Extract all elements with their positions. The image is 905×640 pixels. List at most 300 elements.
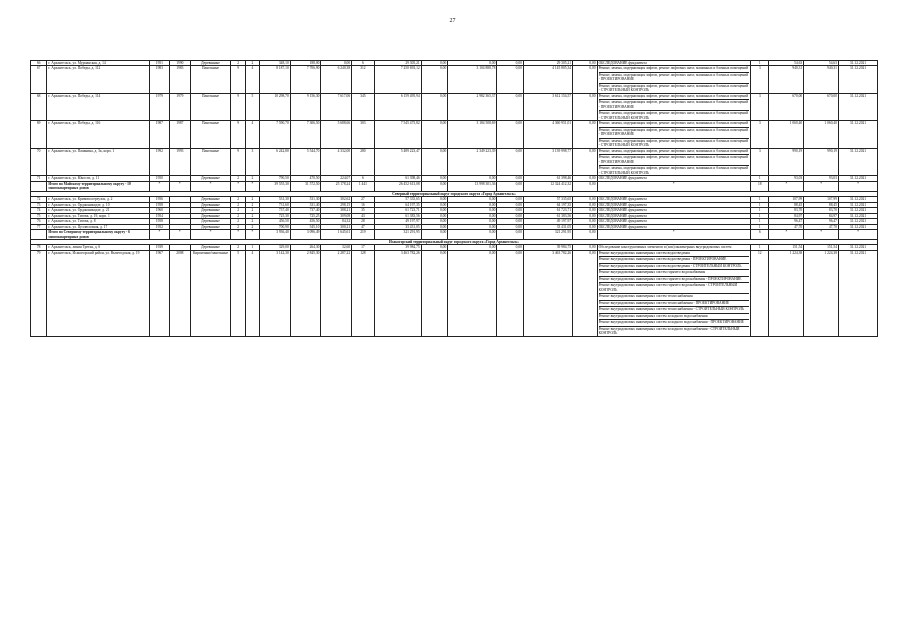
cell-total: 61 398,46 [374,176,421,181]
work-item: Ремонт внутридомовых инженерных систем теплоснабжения - СТРОИТЕЛЬНЫЙ КОНТРОЛЬ [599,307,749,313]
cell-date: 31.12.2021 [838,93,877,120]
cell-f3: 0,00 [497,202,524,207]
cell-addr: г. Архангельск, ул. Победы, д. 114 [47,93,149,120]
cell-spec: 0,00 [573,181,598,191]
cell-a1: 8 187,10 [260,66,291,93]
work-item: ОБСЛЕДОВАНИЕ фундамента [598,197,647,202]
cell-addr: г. Архангельск, ул. Кривова переулок, д. 2 [47,197,149,202]
cell-fl: 9 [231,121,245,148]
cell-f2: 3 104 888,78 [448,66,497,93]
cell-f1: 0,00 [421,93,448,120]
cell-f4: 3 612 154,57 [523,93,572,120]
cell-date: 31.12.2021 [838,208,877,213]
cell-mat: Кирпичные/панельные [190,250,231,336]
cell-y1: 1967 [149,250,169,336]
cell-fl: 2 [231,61,245,66]
cell-mat: Панельные [190,93,231,120]
cell-p1: 940,31 [769,66,804,93]
cell-no: 69 [31,121,47,148]
cell-date: 31.12.2021 [838,121,877,148]
cell-a3: 4 332,00 [321,148,352,175]
cell-spec: 0,00 [573,245,598,250]
work-item: Ремонт внутридомовых инженерных систем водоотведения - СТРОИТЕЛЬНЫЙ КОНТРОЛЬ [599,264,749,270]
cell-total: 5 489 223,47 [374,148,421,175]
cell-y1: 1958 [149,202,169,207]
cell-works [597,66,750,93]
cell-ent: 2 [245,219,259,224]
cell-total: 64 197,35 [374,202,421,207]
cell-a1: 6 242,80 [260,148,291,175]
cell-res: 47 [352,224,375,229]
cell-ent: 2 [245,197,259,202]
cell-y2: 2008 [170,250,190,336]
cell-a2: 3 096,49 [290,230,321,240]
cell-f1: 0,00 [421,202,448,207]
cell-f4: 61 383,56 [523,213,572,218]
cell-addr: г. Архангельск, ул. Мурманская, д. 14 [47,61,149,66]
work-item: Ремонт, замена, модернизация лифтов, ремонт лифтовых шахт, машинных и блочных помещений [599,149,749,155]
cell-f2: 0,00 [448,213,497,218]
cell-mat: Панельные [190,148,231,175]
cell-addr: г. Архангельск, ул. Папанина, д. 3к, корп. 1 [47,148,149,175]
cell-cnt: 18 [751,181,769,191]
cell-y1: 1956 [149,197,169,202]
cell-fl: 2 [231,202,245,207]
cell-works [597,93,750,120]
cell-mat: Деревянные [190,197,231,202]
star-cell: * [231,230,245,240]
cell-a3: 6 240,38 [321,66,352,93]
cell-res: 303 [352,121,375,148]
cell-a1: 3 936,40 [260,230,291,240]
star-cell: * [245,181,259,191]
work-item: Ремонт внутридомовых инженерных систем холодного водоснабжения - ПРОЕКТИРОВАНИЕ [599,320,749,326]
work-item: Ремонт, замена, модернизация лифтов, ремонт лифтовых шахт, машинных и блочных помещений - СТРОИТЕЛЬНЫЙ КОНТРОЛЬ [598,111,748,120]
cell-f3: 0,00 [497,93,524,120]
cell-a3: 224,07 [321,176,352,181]
cell-res: 27 [352,197,375,202]
cell-spec: 0,00 [573,61,598,66]
cell-f2: 13 998 301,36 [448,181,497,191]
cell-spec: 0,00 [573,197,598,202]
cell-f3: 0,00 [497,230,524,240]
cell-y2: 1987 [170,121,190,148]
cell-mat: Деревянные [190,176,231,181]
cell-p2: 670,00 [804,93,839,120]
cell-p1: 84,97 [769,213,804,218]
cell-res: 6 [352,176,375,181]
cell-f4: 57 335,65 [523,197,572,202]
cell-a3: 298,15 [321,202,352,207]
cell-total: 39 984,75 [374,245,421,250]
cell-p1: 1 224,38 [769,250,804,336]
cell-ent: 2 [245,202,259,207]
cell-a2: 7 306,50 [290,121,321,148]
cell-spec: 0,00 [573,148,598,175]
cell-res: 312 [352,66,375,93]
cell-fl: 9 [231,66,245,93]
cell-ent: 4 [245,121,259,148]
work-item: Ремонт, замена, модернизация лифтов, ремонт лифтовых шахт, машинных и блочных помещений [599,121,749,127]
cell-date: 31.12.2021 [838,66,877,93]
cell-no: 67 [31,66,47,93]
cell-ent: 5 [245,93,259,120]
cell-fl: 9 [231,93,245,120]
cell-ent: 2 [245,176,259,181]
section-title: Северный территориальный округ городского округа «Город Архангельск» [31,191,878,196]
cell-date: 31.12.2021 [838,213,877,218]
cell-a2: 7 706,90 [290,66,321,93]
cell-a1: 329,00 [260,245,291,250]
subtotal-label: Итого по Майскому территориальному округу - 10 многоквартирных домов [47,181,149,191]
cell-no: 76 [31,219,47,224]
cell-f3: 0,00 [497,148,524,175]
cell-mat: Деревянные [190,202,231,207]
cell-ent: 2 [245,61,259,66]
star-cell: * [769,230,804,240]
cell-a2: 725,25 [290,213,321,218]
work-item: Ремонт внутридомовых инженерных систем водоотведения [599,251,749,257]
cell-addr: г. Архангельск, ул. Победы, д. 116 [47,121,149,148]
cell-a2: 188,00 [290,61,321,66]
cell-y1: 1950 [149,176,169,181]
cell-addr: г. Архангельск, ул. Орджоникидзе, д. 21 [47,208,149,213]
cell-f2: 0,00 [448,197,497,202]
cell-spec: 0,00 [573,230,598,240]
cell-a1: 531,30 [260,197,291,202]
cell-cnt: 1 [751,197,769,202]
cell-res: 1 441 [352,181,375,191]
cell-ent: 2 [245,208,259,213]
cell-no: 72 [31,197,47,202]
work-item: Ремонт, замена, модернизация лифтов, ремонт лифтовых шахт, машинных и блочных помещений - ПРОЕКТИРОВАНИЕ [599,100,749,111]
cell-a2: 545,10 [290,224,321,229]
cell-fl: 2 [231,208,245,213]
cell-a3: 25 178,24 [321,181,352,191]
cell-y2: 1979 [170,93,190,120]
cell-mat: Панельные [190,121,231,148]
cell-res: 128 [352,250,375,336]
cell-a3: 32,60 [321,245,352,250]
cell-works [597,250,750,336]
star-cell: * [597,181,750,191]
cell-res: 43 [352,213,375,218]
cell-total: 321 291,95 [374,230,421,240]
cell-a3: 5 688,66 [321,121,352,148]
cell-total: 26 452 613,08 [374,181,421,191]
cell-cnt: 3 [751,93,769,120]
cell-p1: 47,70 [769,224,804,229]
section-title: Исакогорский территориальный округ городского округа «Город Архангельск» [31,239,878,244]
cell-p1: 83,70 [769,208,804,213]
star-cell: * [149,230,169,240]
cell-f2: 0,00 [448,250,497,336]
cell-cnt: 1 [751,208,769,213]
cell-p2: 990,19 [804,148,839,175]
cell-cnt: 1 [751,219,769,224]
cell-res: 35 [352,208,375,213]
work-item: ОБСЛЕДОВАНИЕ фундамента [598,213,647,218]
cell-f1: 0,00 [421,208,448,213]
cell-y1: 1960 [149,208,169,213]
cell-f1: 0,00 [421,121,448,148]
work-item: Ремонт, замена, модернизация лифтов, ремонт лифтовых шахт, машинных и блочных помещений [599,94,749,100]
cell-spec: 0,00 [573,224,598,229]
cell-no: 71 [31,176,47,181]
cell-res: 28 [352,219,375,224]
star-cell: * [231,181,245,191]
cell-total: 49 197,97 [374,219,421,224]
cell-mat: Деревянные [190,61,231,66]
cell-p1: 88,45 [769,202,804,207]
cell-f2: 2 982 365,37 [448,93,497,120]
cell-a3: 2 287,22 [321,250,352,336]
work-item: ОБСЛЕДОВАНИЕ фундамента [598,176,647,181]
cell-f2: 0,00 [448,224,497,229]
cell-fl: 9 [231,148,245,175]
cell-no: 68 [31,93,47,120]
cell-a1: 456,50 [260,219,291,224]
cell-f4: 3 463 782,26 [523,250,572,336]
page-number: 27 [449,18,456,24]
cell-res: 280 [352,148,375,175]
cell-a2: 737,40 [290,208,321,213]
cell-f4: 321 291,95 [523,230,572,240]
cell-f4: 64 197,35 [523,202,572,207]
cell-f4: 39 984,75 [523,245,572,250]
cell-date: 31.12.2021 [838,197,877,202]
cell-fl: 5 [231,250,245,336]
cell-y1: 1952 [149,224,169,229]
cell-addr: г. Архангельск, Исакогорский район, ул. Вычегодская, д. 19 [47,250,149,336]
cell-res: 16 [352,202,375,207]
cell-cnt: 1 [751,213,769,218]
cell-ent: 2 [245,224,259,229]
cell-fl: 2 [231,219,245,224]
cell-f3: 0,00 [497,213,524,218]
cell-f2: 0,00 [448,245,497,250]
cell-no: 70 [31,148,47,175]
cell-spec: 0,00 [573,93,598,120]
cell-f1: 0,00 [421,219,448,224]
cell-p2: 940,31 [804,66,839,93]
cell-date: 31.12.2021 [838,250,877,336]
cell-f4: 61 723,71 [523,208,572,213]
cell-cnt: 1 [751,202,769,207]
work-item: Ремонт, замена, модернизация лифтов, ремонт лифтовых шахт, машинных и блочных помещений - СТРОИТЕЛЬНЫЙ КОНТРОЛЬ [598,138,748,148]
cell-fl: 2 [231,213,245,218]
cell-p2: 151,54 [804,245,839,250]
cell-mat: Деревянные [190,208,231,213]
cell-date: 31.12.2021 [838,219,877,224]
cell-p2: 93,03 [804,176,839,181]
cell-p2: 83,70 [804,208,839,213]
cell-a1: 725,30 [260,213,291,218]
work-item: Обследование конструктивных элементов и (или) инженерных внутридомовых систем [598,245,732,250]
work-item: Ремонт, замена, модернизация лифтов, ремонт лифтовых шахт, машинных и блочных помещений - ПРОЕКТИРОВАНИЕ [599,155,749,166]
cell-total: 29 305,21 [374,61,421,66]
cell-a3: 309,08 [321,213,352,218]
cell-f3: 0,00 [497,224,524,229]
star-cell: * [149,181,169,191]
cell-f3: 0,00 [497,245,524,250]
cell-no: 66 [31,61,47,66]
cell-a2: 9 156,30 [290,93,321,120]
cell-fl: 2 [231,197,245,202]
cell-a1: 39 555,30 [260,181,291,191]
cell-addr: г. Архангельск, ул. Титова, д. 8 [47,219,149,224]
cell-a2: 5 544,70 [290,148,321,175]
work-item: ОБСЛЕДОВАНИЕ фундамента [598,208,647,213]
work-item: ОБСЛЕДОВАНИЕ фундамента [598,202,647,207]
star-cell: * [804,181,839,191]
cell-fl: 2 [231,176,245,181]
cell-a1: 348,10 [260,61,291,66]
cell-cnt: 1 [751,224,769,229]
cell-total: 61 723,71 [374,208,421,213]
cell-f1: 0,00 [421,224,448,229]
table-row [31,250,878,336]
cell-a1: 737,40 [260,208,291,213]
cell-f3: 0,00 [497,66,524,93]
cell-f1: 0,00 [421,66,448,93]
cell-mat: Деревянные [190,219,231,224]
cell-addr: г. Архангельск, ул. Победы, д. 112 [47,66,149,93]
cell-p1: 54,63 [769,61,804,66]
cell-f3: 0,00 [497,121,524,148]
cell-fl: 2 [231,245,245,250]
cell-date: 31.12.2021 [838,245,877,250]
cell-a3: 300,21 [321,224,352,229]
cell-total: 3 463 782,26 [374,250,421,336]
work-item: Ремонт внутридомовых инженерных систем горячего водоснабжения - ПРОЕКТИРОВАНИЕ [599,277,749,283]
cell-date: 31.12.2021 [838,224,877,229]
cell-f3: 0,00 [497,181,524,191]
star-cell: * [769,181,804,191]
cell-f3: 0,00 [497,176,524,181]
cell-a3: 1 645,61 [321,230,352,240]
cell-cnt: 12 [751,250,769,336]
cell-date: 31.12.2021 [838,176,877,181]
cell-cnt: 1 [751,245,769,250]
cell-spec: 0,00 [573,121,598,148]
cell-f4: 49 197,97 [523,219,572,224]
cell-f3: 0,00 [497,219,524,224]
cell-a2: 331,40 [290,202,321,207]
cell-f3: 0,00 [497,208,524,213]
cell-p2: 96,47 [804,219,839,224]
cell-total: 7 545 475,82 [374,121,421,148]
cell-f1: 0,00 [421,181,448,191]
cell-a1: 3 142,30 [260,250,291,336]
cell-mat: Деревянные [190,213,231,218]
cell-f4: 33 431,05 [523,224,572,229]
cell-no: 77 [31,224,47,229]
work-item: Ремонт, замена, модернизация лифтов, ремонт лифтовых шахт, машинных и блочных помещений [599,66,749,72]
cell-y1: 1983 [149,66,169,93]
subtotal-row [31,230,878,240]
cell-spec: 0,00 [573,66,598,93]
cell-no: 78 [31,245,47,250]
cell-date: 31.12.2021 [838,202,877,207]
cell-f2: 0,00 [448,230,497,240]
star-cell: * [190,230,231,240]
cell-date: 31.12.2021 [838,61,877,66]
star-cell: * [170,230,190,240]
cell-a2: 2 845,30 [290,250,321,336]
cell-ent: 2 [245,213,259,218]
cell-cnt: 1 [751,61,769,66]
cell-works [597,245,750,250]
work-item: Ремонт, замена, модернизация лифтов, ремонт лифтовых шахт, машинных и блочных помещений - ПРОЕКТИРОВАНИЕ [599,128,749,139]
cell-no: 75 [31,213,47,218]
cell-p1: 670,00 [769,93,804,120]
cell-works [597,148,750,175]
star-cell: * [245,230,259,240]
work-item: Ремонт внутридомовых инженерных систем холодного водоснабжения - СТРОИТЕЛЬНЫЙ КОНТРОЛЬ [598,326,740,336]
cell-f1: 0,00 [421,61,448,66]
star-cell: * [190,181,231,191]
cell-f2: 3 184 508,69 [448,121,497,148]
cell-y1: 1992 [149,148,169,175]
cell-a1: 10 298,70 [260,93,291,120]
cell-total: 57 335,65 [374,197,421,202]
work-item: Ремонт внутридомовых инженерных систем теплоснабжения [599,294,749,300]
cell-f1: 0,00 [421,148,448,175]
cell-p2: 88,45 [804,202,839,207]
cell-ent: 1 [245,245,259,250]
cell-f1: 0,00 [421,197,448,202]
cell-no: 73 [31,202,47,207]
cell-f4: 61 398,46 [523,176,572,181]
work-item: Ремонт внутридомовых инженерных систем теплоснабжения - ПРОЕКТИРОВАНИЕ [599,301,749,307]
cell-y1: 1939 [149,245,169,250]
cell-fl: 2 [231,224,245,229]
cell-f1: 0,00 [421,245,448,250]
cell-f2: 0,00 [448,208,497,213]
work-item: Ремонт, замена, модернизация лифтов, ремонт лифтовых шахт, машинных и блочных помещений - СТРОИТЕЛЬНЫЙ КОНТРОЛЬ [598,83,748,93]
cell-a2: 470,50 [290,176,321,181]
table-row [31,93,878,120]
cell-p1: 990,19 [769,148,804,175]
cell-a3: 388,21 [321,208,352,213]
star-cell: * [838,230,877,240]
cell-f2: 0,00 [448,219,497,224]
cell-p1: 96,47 [769,219,804,224]
work-item: Ремонт внутридомовых инженерных систем горячего водоснабжения [599,270,749,276]
capital-repair-table [30,60,878,337]
cell-total: 7 250 693,12 [374,66,421,93]
cell-f3: 0,00 [497,197,524,202]
cell-cnt: 6 [751,230,769,240]
cell-cnt: 3 [751,121,769,148]
work-item: ОБСЛЕДОВАНИЕ фундамента [598,219,647,224]
cell-spec: 0,00 [573,219,598,224]
cell-works [597,121,750,148]
star-cell: * [838,181,877,191]
work-item: Ремонт, замена, модернизация лифтов, ремонт лифтовых шахт, машинных и блочных помещений - СТРОИТЕЛЬНЫЙ КОНТРОЛЬ [598,166,748,175]
cell-addr: г. Архангельск, ул. Целлюлозная, д. 17 [47,224,149,229]
cell-y1: 1954 [149,213,169,218]
cell-p1: 1 060,40 [769,121,804,148]
cell-p1: 93,03 [769,176,804,181]
table-row [31,121,878,148]
cell-f2: 2 349 223,39 [448,148,497,175]
cell-a1: 731,60 [260,202,291,207]
work-item: ОБСЛЕДОВАНИЕ фундамента [598,224,647,229]
cell-res: 345 [352,93,375,120]
cell-p2: 1 060,40 [804,121,839,148]
